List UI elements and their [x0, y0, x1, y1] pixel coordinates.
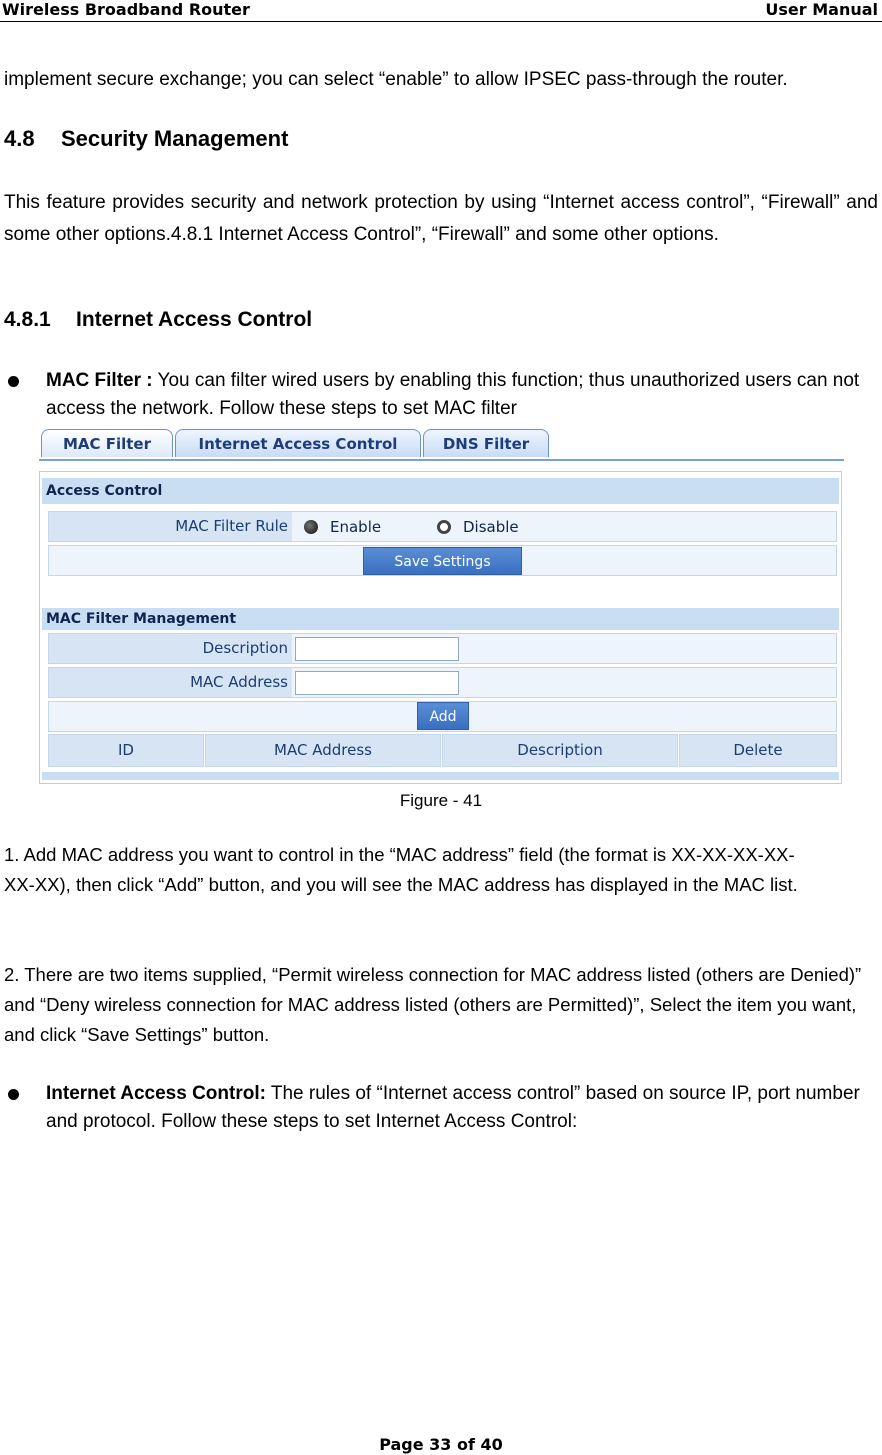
mac-address-input[interactable]: [295, 671, 459, 695]
section-text: This feature provides security and network protection by using “Internet access control”, “Firewall” and some other options.4.8.1 Internet Access Control”, “Firewall” and some other options.: [4, 192, 878, 245]
bottom-bar: [42, 772, 839, 780]
bullet-dot-icon: [8, 1089, 19, 1100]
bullet-internet-access-control: [4, 1080, 880, 1136]
subsection-number: 4.8.1: [4, 308, 51, 331]
header-title: Wireless Broadband Router: [2, 0, 250, 19]
access-control-title: Access Control: [42, 478, 839, 504]
add-row: [48, 701, 837, 732]
mac-list-header: [48, 734, 837, 767]
settings-panel: [39, 471, 842, 784]
tab-mac-filter[interactable]: MAC Filter: [41, 429, 173, 457]
mac-address-label: MAC Address: [49, 668, 292, 697]
bullet-text: The rules of “Internet access control” based on source IP, port number and protocol. Follow these steps to set Internet Access Control:: [46, 1083, 860, 1132]
bullet-mac-filter: [4, 367, 880, 423]
col-delete: Delete: [679, 734, 837, 767]
col-id: ID: [48, 734, 204, 767]
header-manual: User Manual: [765, 0, 878, 19]
mac-address-row: [48, 667, 837, 698]
page-header: [0, 0, 882, 22]
section-title: Security Management: [61, 126, 289, 151]
bullet-dot-icon: [8, 376, 19, 387]
mac-filter-rule-row: [48, 511, 837, 542]
mac-filter-management-title: MAC Filter Management: [42, 608, 839, 630]
enable-label: Enable: [330, 518, 382, 536]
subsection-title: Internet Access Control: [76, 308, 313, 331]
subsection-heading: [4, 305, 312, 335]
page-footer: Page 33 of 40: [379, 1435, 503, 1454]
description-label: Description: [49, 634, 292, 663]
step-2: 2. There are two items supplied, “Permit wireless connection for MAC address listed (others are Denied)” and “Deny wireless connection for MAC address listed (others are Permitted)”, Select the item you want, and click “Save Settings” button.: [4, 964, 862, 1045]
disable-label: Disable: [463, 518, 519, 536]
intro-line: implement secure exchange; you can select “enable” to allow IPSEC pass-through the router.: [4, 69, 788, 90]
col-description: Description: [442, 734, 678, 767]
description-row: [48, 633, 837, 664]
bullet-text: You can filter wired users by enabling this function; thus unauthorized users can not access the network. Follow these steps to set MAC filter: [46, 370, 860, 419]
section-heading: [4, 124, 288, 154]
tab-dns-filter[interactable]: DNS Filter: [423, 429, 549, 457]
save-settings-button[interactable]: Save Settings: [363, 547, 522, 575]
bullet-label: MAC Filter :: [46, 370, 153, 391]
section-number: 4.8: [4, 126, 35, 151]
save-row: [48, 545, 837, 576]
tab-bar: [39, 427, 844, 461]
tab-internet-access-control[interactable]: Internet Access Control: [175, 429, 421, 457]
enable-radio[interactable]: [304, 520, 318, 534]
col-mac-address: MAC Address: [205, 734, 441, 767]
mac-filter-screenshot: [39, 427, 844, 784]
disable-radio[interactable]: [437, 520, 451, 534]
add-button[interactable]: Add: [417, 702, 469, 730]
mac-filter-rule-label: MAC Filter Rule: [49, 512, 292, 541]
description-input[interactable]: [295, 637, 459, 661]
figure-caption: Figure - 41: [399, 791, 483, 810]
step-1: 1. Add MAC address you want to control in the “MAC address” field (the format is XX-XX-XX-XX-XX-XX), then click “Add” button, and you will see the MAC address has displayed in the MAC list.: [4, 844, 798, 895]
bullet-label: Internet Access Control:: [46, 1083, 266, 1104]
